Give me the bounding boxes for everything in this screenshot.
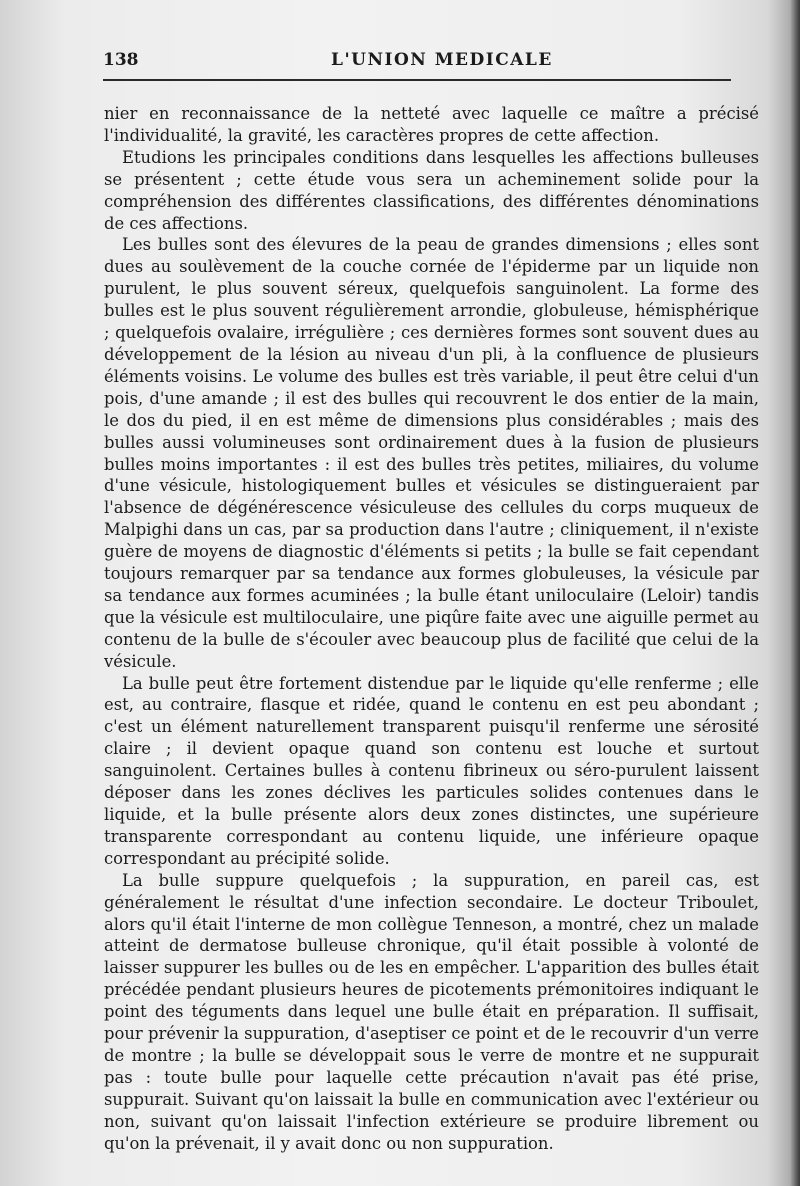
page-header <box>103 46 723 76</box>
body-text <box>104 103 759 1155</box>
paragraph-5: La bulle suppure quelquefois ; la suppuration, en pareil cas, est généralement le résultat d'une infection secondaire. Le docteur Triboulet, alors qu'il était l'interne de mon collègue Tenneson, a montré, chez un malade atteint de dermatose bulleuse chronique, qu'il était possible à volonté de laisser suppurer les bulles ou de les en empêcher. L'apparition des bulles était précédée pendant plusieurs heures de picotements prémonitoires indiquant le point des téguments dans lequel une bulle était en préparation. Il suffisait, pour prévenir la suppuration, d'aseptiser ce point et de le recouvrir d'un verre de montre ; la bulle se développait sous le verre de montre et ne suppurait pas : toute bulle pour laquelle cette précaution n'avait pas été prise, suppurait. Suivant qu'on laissait la bulle en communication avec l'extérieur ou non, suivant qu'on laissait l'infection extérieure se produire librement ou qu'on la prévenait, il y avait donc ou non suppuration. <box>104 870 759 1153</box>
page-number: 138 <box>103 50 139 70</box>
running-head: L'UNION MEDICALE <box>331 50 553 70</box>
paragraph-2: Etudions les principales conditions dans lesquelles les affections bulleuses se présentent ; cette étude vous sera un acheminement solide pour la compréhension des différentes classifications, des différentes dénominations de ces affections. <box>104 147 759 233</box>
paragraph-4: La bulle peut être fortement distendue par le liquide qu'elle renferme ; elle est, au contraire, flasque et ridée, quand le contenu en est peu abondant ; c'est un élément naturellement transparent puisqu'il renferme une sérosité claire ; il devient opaque quand son contenu est louche et surtout sanguinolent. Certaines bulles à contenu fibrineux ou séro-purulent laissent déposer dans les zones déclives les particules solides contenues dans le liquide, et la bulle présente alors deux zones distinctes, une supérieure transparente correspondant au contenu liquide, une inférieure opaque correspondant au précipité solide. <box>104 673 759 868</box>
page-edge-shadow <box>790 0 800 1186</box>
paragraph-1: nier en reconnaissance de la netteté avec laquelle ce maître a précisé l'individualité, la gravité, les caractères propres de cette affection. <box>104 104 759 145</box>
header-rule <box>103 79 731 81</box>
paragraph-3: Les bulles sont des élevures de la peau de grandes dimensions ; elles sont dues au soulèvement de la couche cornée de l'épiderme par un liquide non purulent, le plus souvent séreux, quelquefois sanguinolent. La forme des bulles est le plus souvent régulièrement arrondie, globuleuse, hémisphérique ; quelquefois ovalaire, irrégulière ; ces dernières formes sont souvent dues au développement de la lésion au niveau d'un pli, à la confluence de plusieurs éléments voisins. Le volume des bulles est très variable, il peut être celui d'un pois, d'une amande ; il est des bulles qui recouvrent le dos entier de la main, le dos du pied, il en est même de dimensions plus considérables ; mais des bulles aussi volumineuses sont ordinairement dues à la fusion de plusieurs bulles moins importantes : il est des bulles très petites, miliaires, du volume d'une vésicule, histologiquement bulles et vésicules se distingueraient par l'absence de dégénérescence vésiculeuse des cellules du corps muqueux de Malpighi dans un cas, par sa production dans l'autre ; cliniquement, il n'existe guère de moyens de diagnostic d'éléments si petits ; la bulle se fait cependant toujours remarquer par sa tendance aux formes globuleuses, la vésicule par sa tendance aux formes acuminées ; la bulle étant uniloculaire (Leloir) tandis que la vésicule est multiloculaire, une piqûre faite avec une aiguille permet au contenu de la bulle de s'écouler avec beaucoup plus de facilité que celui de la vésicule. <box>104 235 759 671</box>
